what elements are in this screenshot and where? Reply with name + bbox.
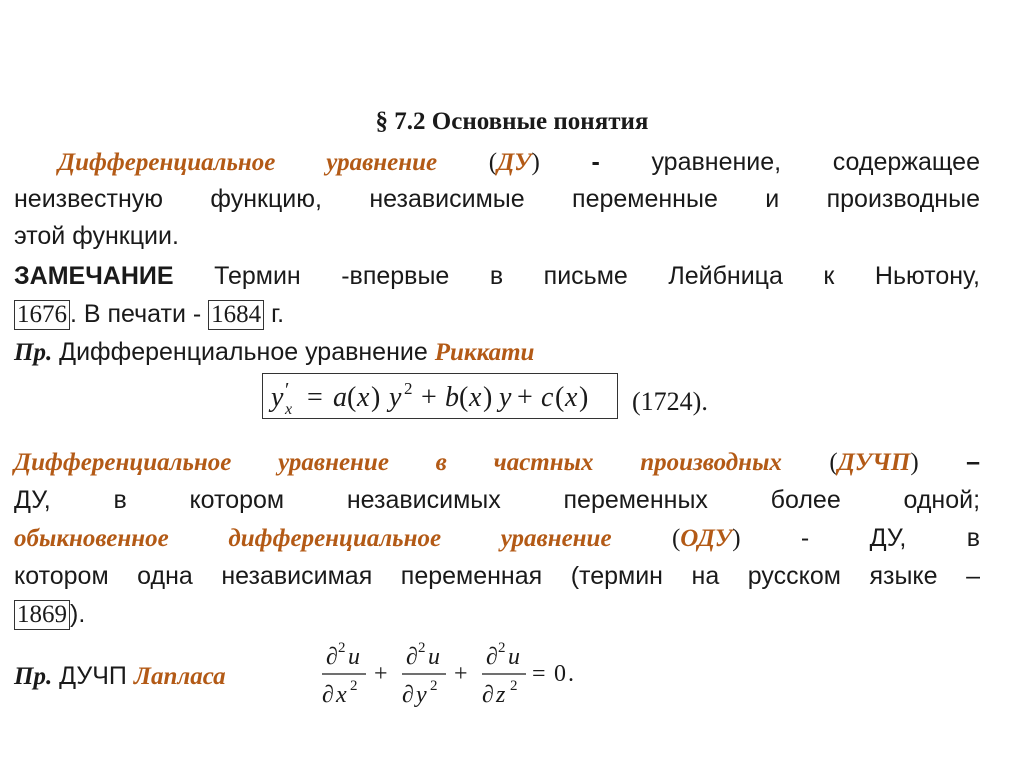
- svg-text:+: +: [454, 661, 468, 687]
- svg-text:2: 2: [404, 379, 413, 398]
- definition-line-1: Дифференциальное уравнение (ДУ) - уравнение, содержащее: [58, 148, 980, 176]
- example-label: Пр.: [14, 339, 53, 366]
- svg-text:+: +: [517, 382, 533, 413]
- svg-text:+: +: [421, 382, 437, 413]
- example-riccati-line: Пр. Дифференциальное уравнение Риккати: [14, 338, 535, 366]
- svg-text:y: y: [499, 382, 512, 413]
- year-1676-box: 1676: [14, 300, 70, 330]
- ode-line-3: 1869 ).: [14, 598, 980, 630]
- svg-text:): ): [579, 382, 589, 413]
- remark-label: ЗАМЕЧАНИЕ: [14, 262, 174, 290]
- svg-text:∂: ∂: [482, 682, 494, 708]
- svg-text:∂: ∂: [402, 682, 414, 708]
- svg-text:x: x: [336, 682, 347, 708]
- section-title: § 7.2 Основные понятия: [375, 108, 649, 135]
- svg-text:(: (: [347, 382, 357, 413]
- svg-text:∂: ∂: [326, 644, 338, 670]
- riccati-year: (1724).: [632, 387, 708, 416]
- svg-text:x: x: [565, 382, 578, 413]
- term-du: Дифференциальное уравнение: [58, 149, 438, 176]
- svg-text:0: 0: [554, 661, 566, 687]
- name-riccati: Риккати: [434, 339, 535, 366]
- svg-text:y: y: [271, 382, 284, 413]
- svg-text:a: a: [333, 382, 347, 413]
- svg-text:u: u: [508, 644, 520, 670]
- svg-text:2: 2: [418, 640, 426, 656]
- svg-text:x: x: [469, 382, 482, 413]
- svg-text:∂: ∂: [486, 644, 498, 670]
- svg-text:2: 2: [338, 640, 346, 656]
- svg-text:.: .: [568, 661, 574, 687]
- ode-line: обыкновенное дифференциальное уравнение (ОДУ) - ДУ, в: [14, 524, 980, 552]
- svg-text:+: +: [374, 661, 388, 687]
- svg-text:): ): [483, 382, 493, 413]
- abbr-du: ДУ: [497, 149, 532, 176]
- remark-line-1: ЗАМЕЧАНИЕ Термин -впервые в письме Лейбница к Ньютону,: [14, 262, 980, 290]
- example-laplace-line: Пр. ДУЧП Лапласа: [14, 662, 226, 690]
- svg-text:=: =: [532, 661, 546, 687]
- svg-text:u: u: [428, 644, 440, 670]
- example-label-2: Пр.: [14, 663, 53, 690]
- year-1869-box: 1869: [14, 600, 70, 630]
- svg-text:2: 2: [430, 678, 438, 694]
- svg-text:∂: ∂: [406, 644, 418, 670]
- remark-line-2: 1676 . В печати - 1684 г.: [14, 298, 980, 330]
- svg-text:u: u: [348, 644, 360, 670]
- abbr-pde: ДУЧП: [837, 449, 911, 476]
- svg-text:): ): [371, 382, 381, 413]
- svg-text:x: x: [357, 382, 370, 413]
- svg-text:2: 2: [510, 678, 518, 694]
- svg-text:′: ′: [285, 379, 290, 401]
- definition-line-2: неизвестную функцию, независимые переменные и производные: [14, 185, 980, 213]
- svg-text:y: y: [416, 682, 427, 708]
- pde-line-1: Дифференциальное уравнение в частных производных (ДУЧП) –: [14, 448, 981, 476]
- pde-line-2: ДУ, в котором независимых переменных более одной;: [14, 486, 981, 514]
- svg-text:x: x: [285, 401, 293, 418]
- svg-text:2: 2: [498, 640, 506, 656]
- abbr-ode: ОДУ: [680, 525, 733, 552]
- svg-text:2: 2: [350, 678, 358, 694]
- svg-text:b: b: [445, 382, 459, 413]
- svg-text:y: y: [389, 382, 402, 413]
- term-ode: обыкновенное дифференциальное уравнение: [14, 525, 612, 552]
- svg-text:∂: ∂: [322, 682, 334, 708]
- riccati-formula-box: [262, 373, 618, 419]
- laplace-formula: [318, 636, 588, 714]
- term-pde: Дифференциальное уравнение в частных производных: [14, 449, 782, 476]
- year-1684-box: 1684: [208, 300, 264, 330]
- svg-text:(: (: [555, 382, 565, 413]
- svg-text:z: z: [496, 682, 506, 708]
- definition-line-3: этой функции.: [14, 222, 179, 250]
- riccati-formula: [263, 374, 619, 420]
- svg-text:=: =: [307, 382, 323, 413]
- name-laplace: Лапласа: [133, 663, 226, 690]
- svg-text:(: (: [459, 382, 469, 413]
- ode-line-2: котором одна независимая переменная (термин на русском языке –: [14, 562, 980, 590]
- svg-text:c: c: [541, 382, 554, 413]
